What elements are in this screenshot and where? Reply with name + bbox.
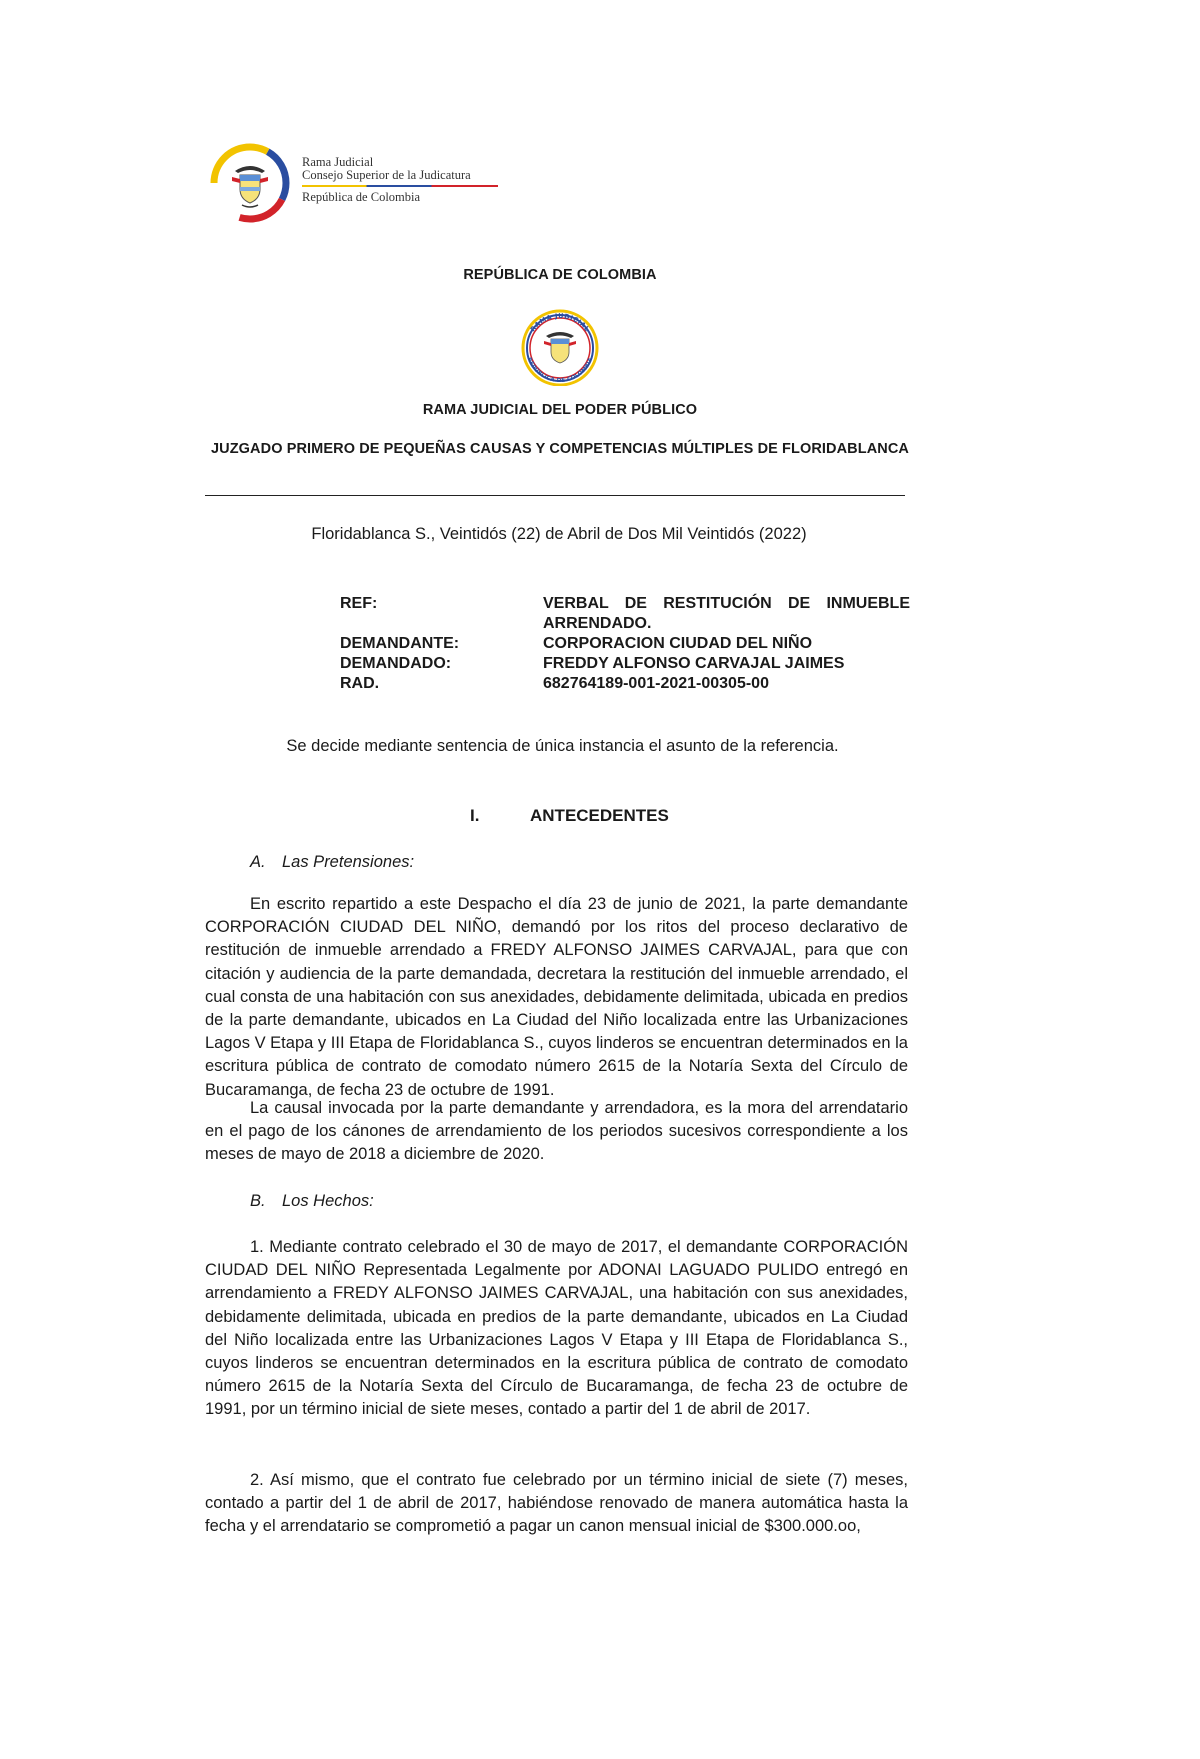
- rad-value: 682764189-001-2021-00305-00: [543, 675, 769, 692]
- intro-line: Se decide mediante sentencia de única instancia el asunto de la referencia.: [286, 737, 839, 755]
- rama-judicial-seal-icon: [514, 308, 606, 386]
- logo-line-rama: Rama Judicial: [302, 155, 374, 169]
- title-republica: REPÚBLICA DE COLOMBIA: [463, 267, 657, 283]
- ref-row-demandante: [340, 634, 910, 654]
- seal-text-bottom: REPÚBLICA DE COLOMBIA: [525, 356, 595, 385]
- section-heading-antecedentes: [470, 806, 669, 826]
- tricolor-rule: [302, 185, 498, 187]
- subheading-letter: A.: [250, 853, 266, 871]
- header-divider: [205, 495, 905, 496]
- rama-judicial-logo: [210, 143, 510, 223]
- paragraph-pretensiones: En escrito repartido a este Despacho el día 23 de junio de 2021, la parte demandante CORPORACIÓN CIUDAD DEL NIÑO, demandó por los ritos del proceso declarativo de restitución de inmueble arrendado a FREDY ALFONSO JAIMES CARVAJAL, para que con citación y audiencia de la parte demandada, decretara la restitución del inmueble arrendado, el cual consta de una habitación con sus anexidades, debidamente delimitada, ubicada en predios de la parte demandante, ubicados en La Ciudad del Niño localizada entre las Urbanizaciones Lagos V Etapa y III Etapa de Floridablanca S., cuyos linderos se encuentran determinados en la escritura pública de contrato de comodato número 2615 de la Notaría Sexta del Círculo de Bucaramanga, de fecha 23 de octubre de 1991.: [205, 895, 908, 1099]
- section-title: ANTECEDENTES: [530, 806, 669, 825]
- logo-line-republica: República de Colombia: [302, 190, 421, 204]
- demandado-label: DEMANDADO:: [340, 655, 452, 672]
- seal-text-top: RAMA JUDICIAL: [528, 311, 592, 334]
- section-number: I.: [470, 806, 480, 825]
- paragraph-causal: La causal invocada por la parte demandante y arrendadora, es la mora del arrendatario en el pago de los cánones de arrendamiento de los periodos sucesivos correspondiente a los meses de mayo de 2018 a diciembre de 2020.: [205, 1099, 908, 1164]
- subheading-title: Las Pretensiones:: [282, 853, 415, 871]
- demandante-label: DEMANDANTE:: [340, 635, 460, 652]
- rad-label: RAD.: [340, 675, 380, 692]
- ref-row-ref: [340, 594, 910, 634]
- demandante-value: CORPORACION CIUDAD DEL NIÑO: [543, 635, 813, 652]
- subheading-letter: B.: [250, 1192, 266, 1210]
- title-juzgado: JUZGADO PRIMERO DE PEQUEÑAS CAUSAS Y COMPETENCIAS MÚLTIPLES DE FLORIDABLANCA: [210, 441, 909, 457]
- subheading-hechos: [250, 1192, 374, 1211]
- title-rama-judicial: RAMA JUDICIAL DEL PODER PÚBLICO: [422, 402, 698, 418]
- ref-row-rad: [340, 674, 910, 694]
- demandado-value: FREDDY ALFONSO CARVAJAL JAIMES: [543, 655, 845, 672]
- reference-block: [340, 594, 910, 694]
- ref-value: VERBAL DE RESTITUCIÓN DE INMUEBLE ARRENDADO.: [543, 595, 910, 632]
- paragraph-hecho-1: 1. Mediante contrato celebrado el 30 de mayo de 2017, el demandante CORPORACIÓN CIUDAD DEL NIÑO Representada Legalmente por ADONAI LAGUADO PULIDO entregó en arrendamiento a FREDY ALFONSO JAIMES CARVAJAL, una habitación con sus anexidades, debidamente delimitada, ubicada en predios de la parte demandante, ubicados en La Ciudad del Niño localizada entre las Urbanizaciones Lagos V Etapa y III Etapa de Floridablanca S., cuyos linderos se encuentran determinados en la escritura pública de contrato de comodato número 2615 de la Notaría Sexta del Círculo de Bucaramanga, de fecha 23 de octubre de 1991, por un término inicial de siete meses, contado a partir del 1 de abril de 2017.: [205, 1238, 908, 1419]
- logo-line-consejo: Consejo Superior de la Judicatura: [302, 168, 471, 182]
- ref-row-demandado: [340, 654, 910, 674]
- colombia-coat-of-arms-icon: [210, 143, 290, 223]
- svg-text:RAMA JUDICIAL: [529, 312, 591, 333]
- subheading-pretensiones: [250, 853, 414, 872]
- logo-text: [302, 156, 498, 204]
- ref-label: REF:: [340, 595, 378, 612]
- date-line: Floridablanca S., Veintidós (22) de Abril de Dos Mil Veintidós (2022): [311, 525, 807, 543]
- paragraph-hecho-2: 2. Así mismo, que el contrato fue celebrado por un término inicial de siete (7) meses, contado a partir del 1 de abril de 2017, habiéndose renovado de manera automática hasta la fecha y el arrendatario se comprometió a pagar un canon mensual inicial de $300.000.oo,: [205, 1471, 908, 1536]
- subheading-title: Los Hechos:: [282, 1192, 374, 1210]
